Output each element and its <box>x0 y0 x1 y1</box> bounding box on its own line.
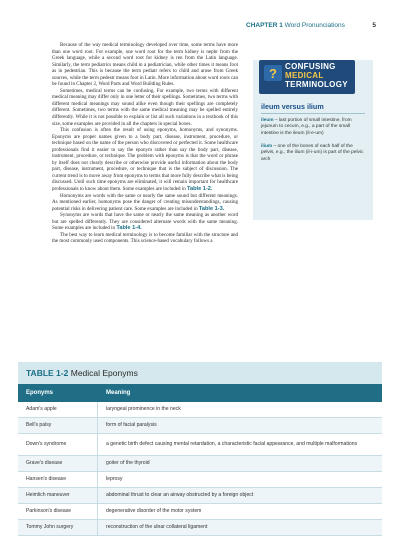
paragraph-word-roots: Because of the way medical terminology developed over time, some terms have more than one word root. For example, one word root for the term kidney is nephr from the Greek language, while a second word root for kidney is ren from the Latin language. Similarly, the term pediatrics means child in a pediatrician, while other times it means foot as in pedestrian. This is because the term pediatr refers to child and arose from Greek sources, while the term pedestr means foot in Latin. More information about word roots can be found in Chapter 2, Word Parts and Word Building Rules. <box>52 42 238 88</box>
question-mark-icon <box>263 64 283 82</box>
definition-text: – last portion of small intestine, from jejunum to cecum, e.g., a part of the small intestine is the ileum (il-e-um) <box>261 118 352 136</box>
table-row <box>18 456 382 472</box>
definition-ileum <box>261 118 365 137</box>
svg-text:?: ? <box>269 66 277 81</box>
meaning-cell: laryngeal prominence in the neck <box>106 406 181 413</box>
medical-eponyms-table <box>18 362 382 536</box>
paragraph-confusing-terms: Sometimes, medical terms can be confusing. For example, two terms with different medical meaning may differ only in one letter of their spellings. Sometimes, two terms with different medical meanings may sound alike even though their spellings are completely different. Sometimes, two terms with the same medical meaning may be spelled entirely differently. While it is not possible to explain or list all such variations in a textbook of this size, some examples are provided in all the chapters in special boxes. <box>52 87 238 127</box>
definition-term: ileum <box>261 118 274 123</box>
meaning-cell: abdominal thrust to clear an airway obstructed by a foreign object <box>106 492 254 499</box>
eponyms-text: This confusion is often the result of using eponyms, homonyms, and synonyms. Eponyms are proper names given to a body part, disease, instrument, procedure, or technique based on the name of the person who discovered or perfected it. Some healthcare professionals find it easier to say the eponym rather than say the body part, disease, instrument, procedure, or technique. The problem with eponyms is that the word or phrase by itself does not clearly describe or otherwise provide useful information about the body part, disease, instrument, procedure, or technique that is the subject of discussion. The current trend is to move away from eponyms to terms that more fully describe what is being discussed. Until such time eponyms are eliminated, it will remain important for healthcare professionals to know about them. Some examples are included in <box>52 127 238 193</box>
table-row <box>18 418 382 434</box>
paragraph-synonyms <box>52 212 238 232</box>
table-1-3-link[interactable]: Table 1-3. <box>198 205 225 212</box>
table-row <box>18 488 382 504</box>
table-row <box>18 402 382 418</box>
definition-text: – one of the bones of each half of the pelvis, e.g., the ilium (il-i-um) is part of the pelvic arch <box>261 144 364 162</box>
homonyms-text: Homonyms are words with the same or nearly the same sound but different meanings. As mentioned earlier, homonyms pose the danger of creating misunderstandings, causing potential risks in delivering patient care. Some examples are included in <box>52 192 238 212</box>
sidebar-divider <box>261 113 365 114</box>
column-header-meaning: Meaning <box>106 390 131 396</box>
table-1-4-link[interactable]: Table 1-4. <box>116 225 142 232</box>
page-number: 5 <box>372 22 376 29</box>
eponym-cell: Down's syndrome <box>18 434 98 455</box>
eponym-cell: Tommy John surgery <box>18 520 98 535</box>
sidebar-title: ileum versus ilium <box>261 102 324 111</box>
confusing-terminology-box <box>253 60 373 220</box>
table-caption: Medical Eponyms <box>70 368 138 378</box>
meaning-cell: leprosy <box>106 476 123 483</box>
eponym-cell: Hansen's disease <box>18 472 98 487</box>
chapter-title: Word Pronunciations <box>284 22 345 29</box>
meaning-cell: a genetic birth defect causing mental retardation, a characteristic facial appearance, and multiple malformations <box>106 441 358 448</box>
eponym-cell: Adam's apple <box>18 402 98 417</box>
chapter-label: CHAPTER 1 <box>246 22 283 29</box>
definition-ilium <box>261 144 365 163</box>
eponym-cell: Parkinson's disease <box>18 504 98 519</box>
meaning-cell: reconstruction of the ulnar collateral ligament <box>106 524 208 531</box>
table-1-2-link[interactable]: Table 1-2. <box>186 186 213 193</box>
paragraph-homonyms <box>52 193 238 213</box>
meaning-cell: degenerative disorder of the motor system <box>106 508 202 515</box>
eponym-cell: Heimlich maneuver <box>18 488 98 503</box>
paragraph-learning: The best way to learn medical terminology is to become familiar with the structure and the most commonly used components. This science-based vocabulary follows a <box>52 231 238 245</box>
eponym-cell: Bell's palsy <box>18 418 98 433</box>
logo-line-2: MEDICAL <box>285 71 324 80</box>
table-row <box>18 504 382 520</box>
table-title <box>18 362 382 384</box>
confusing-terminology-logo <box>259 60 355 94</box>
running-header <box>246 22 376 34</box>
table-row <box>18 520 382 536</box>
table-number: TABLE 1-2 <box>26 368 69 378</box>
body-text <box>52 42 238 245</box>
eponym-cell: Grave's disease <box>18 456 98 471</box>
column-header-eponyms: Eponyms <box>26 390 54 396</box>
definition-term: ilium <box>261 144 273 149</box>
logo-line-1: CONFUSING <box>285 62 336 71</box>
table-header-row <box>18 384 382 402</box>
table-row <box>18 434 382 456</box>
table-body <box>18 402 382 536</box>
paragraph-eponyms <box>52 127 238 192</box>
table-row <box>18 472 382 488</box>
synonyms-text: Synonyms are words that have the same or nearly the same meaning as another word but are spelled differently. They are considered alternate words with the same meaning. Some examples are included in <box>52 212 238 232</box>
meaning-cell: goiter of the thyroid <box>106 460 150 467</box>
meaning-cell: form of facial paralysis <box>106 422 157 429</box>
logo-line-3: TERMINOLOGY <box>285 80 348 89</box>
